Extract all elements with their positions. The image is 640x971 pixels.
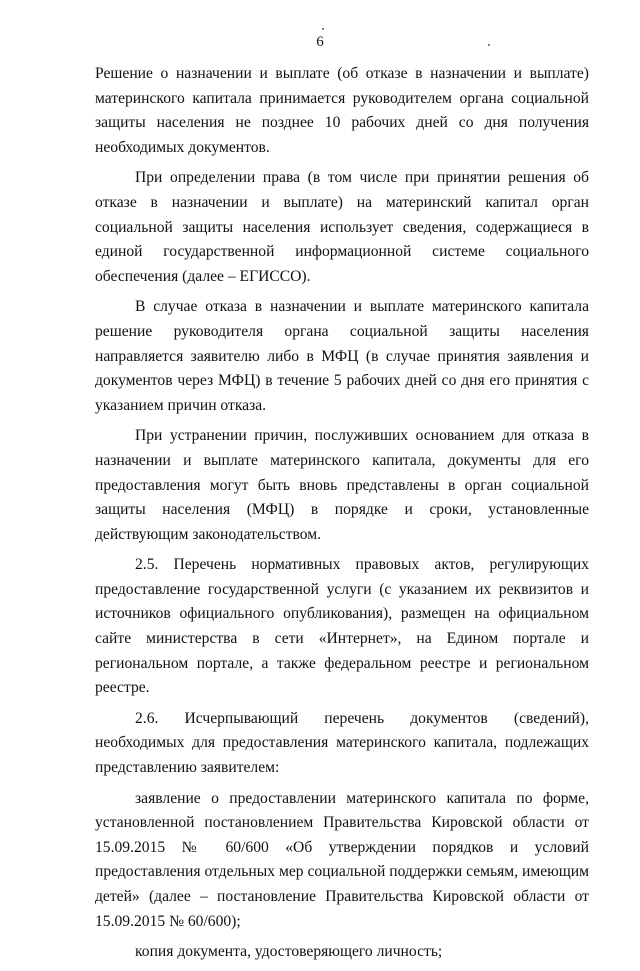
paragraph-egisso: При определении права (в том числе при принятии решения об отказе в назначении и выплате) на материнский капитал орган социальной защиты населения использует сведения, содержащиеся в единой государственной информационной системе социального обеспечения (далее – ЕГИССО). xyxy=(95,169,589,285)
document-body xyxy=(95,62,589,971)
page-number: 6 xyxy=(316,34,324,50)
paragraph-refusal-notice: В случае отказа в назначении и выплате материнского капитала решение руководителя органа социальной защиты населения направляется заявителю либо в МФЦ (в случае принятия заявления и документов через МФЦ) в течение 5 рабочих дней со дня его принятия с указанием причин отказа. xyxy=(95,298,589,414)
paragraph-section-2-5: 2.5. Перечень нормативных правовых актов, регулирующих предоставление государственной услуги (с указанием их реквизитов и источников официального опубликования), размещен на официальном сайте министерства в сети «Интернет», на Едином портале и региональном портале, а также федеральном реестре и региональном реестре. xyxy=(95,556,589,697)
paragraph-resubmission: При устранении причин, послуживших основанием для отказа в назначении и выплате материнского капитала, документы для его предоставления могут быть вновь представлены в орган социальной защиты населения (МФЦ) в порядке и сроки, установленные действующим законодательством. xyxy=(95,427,589,543)
paragraph-application-form: заявление о предоставлении материнского капитала по форме, установленной постановлением Правительства Кировской области от 15.09.2015 № 60/600 «Об утверждении порядков и условий предоставления отдельных мер социальной поддержки семьям, имеющим детей» (далее – постановление Правительства Кировской области от 15.09.2015 № 60/600); xyxy=(95,789,589,930)
paragraph-section-2-6: 2.6. Исчерпывающий перечень документов (сведений), необходимых для предоставления материнского капитала, подлежащих представлению заявителем: xyxy=(95,709,589,777)
scan-artifact-dot xyxy=(322,28,324,30)
paragraph-identity-document: копия документа, удостоверяющего личность; xyxy=(135,943,443,961)
paragraph-decision-deadline: Решение о назначении и выплате (об отказе в назначении и выплате) материнского капитала принимается руководителем органа социальной защиты населения не позднее 10 рабочих дней со дня получения необходимых документов. xyxy=(95,65,589,156)
